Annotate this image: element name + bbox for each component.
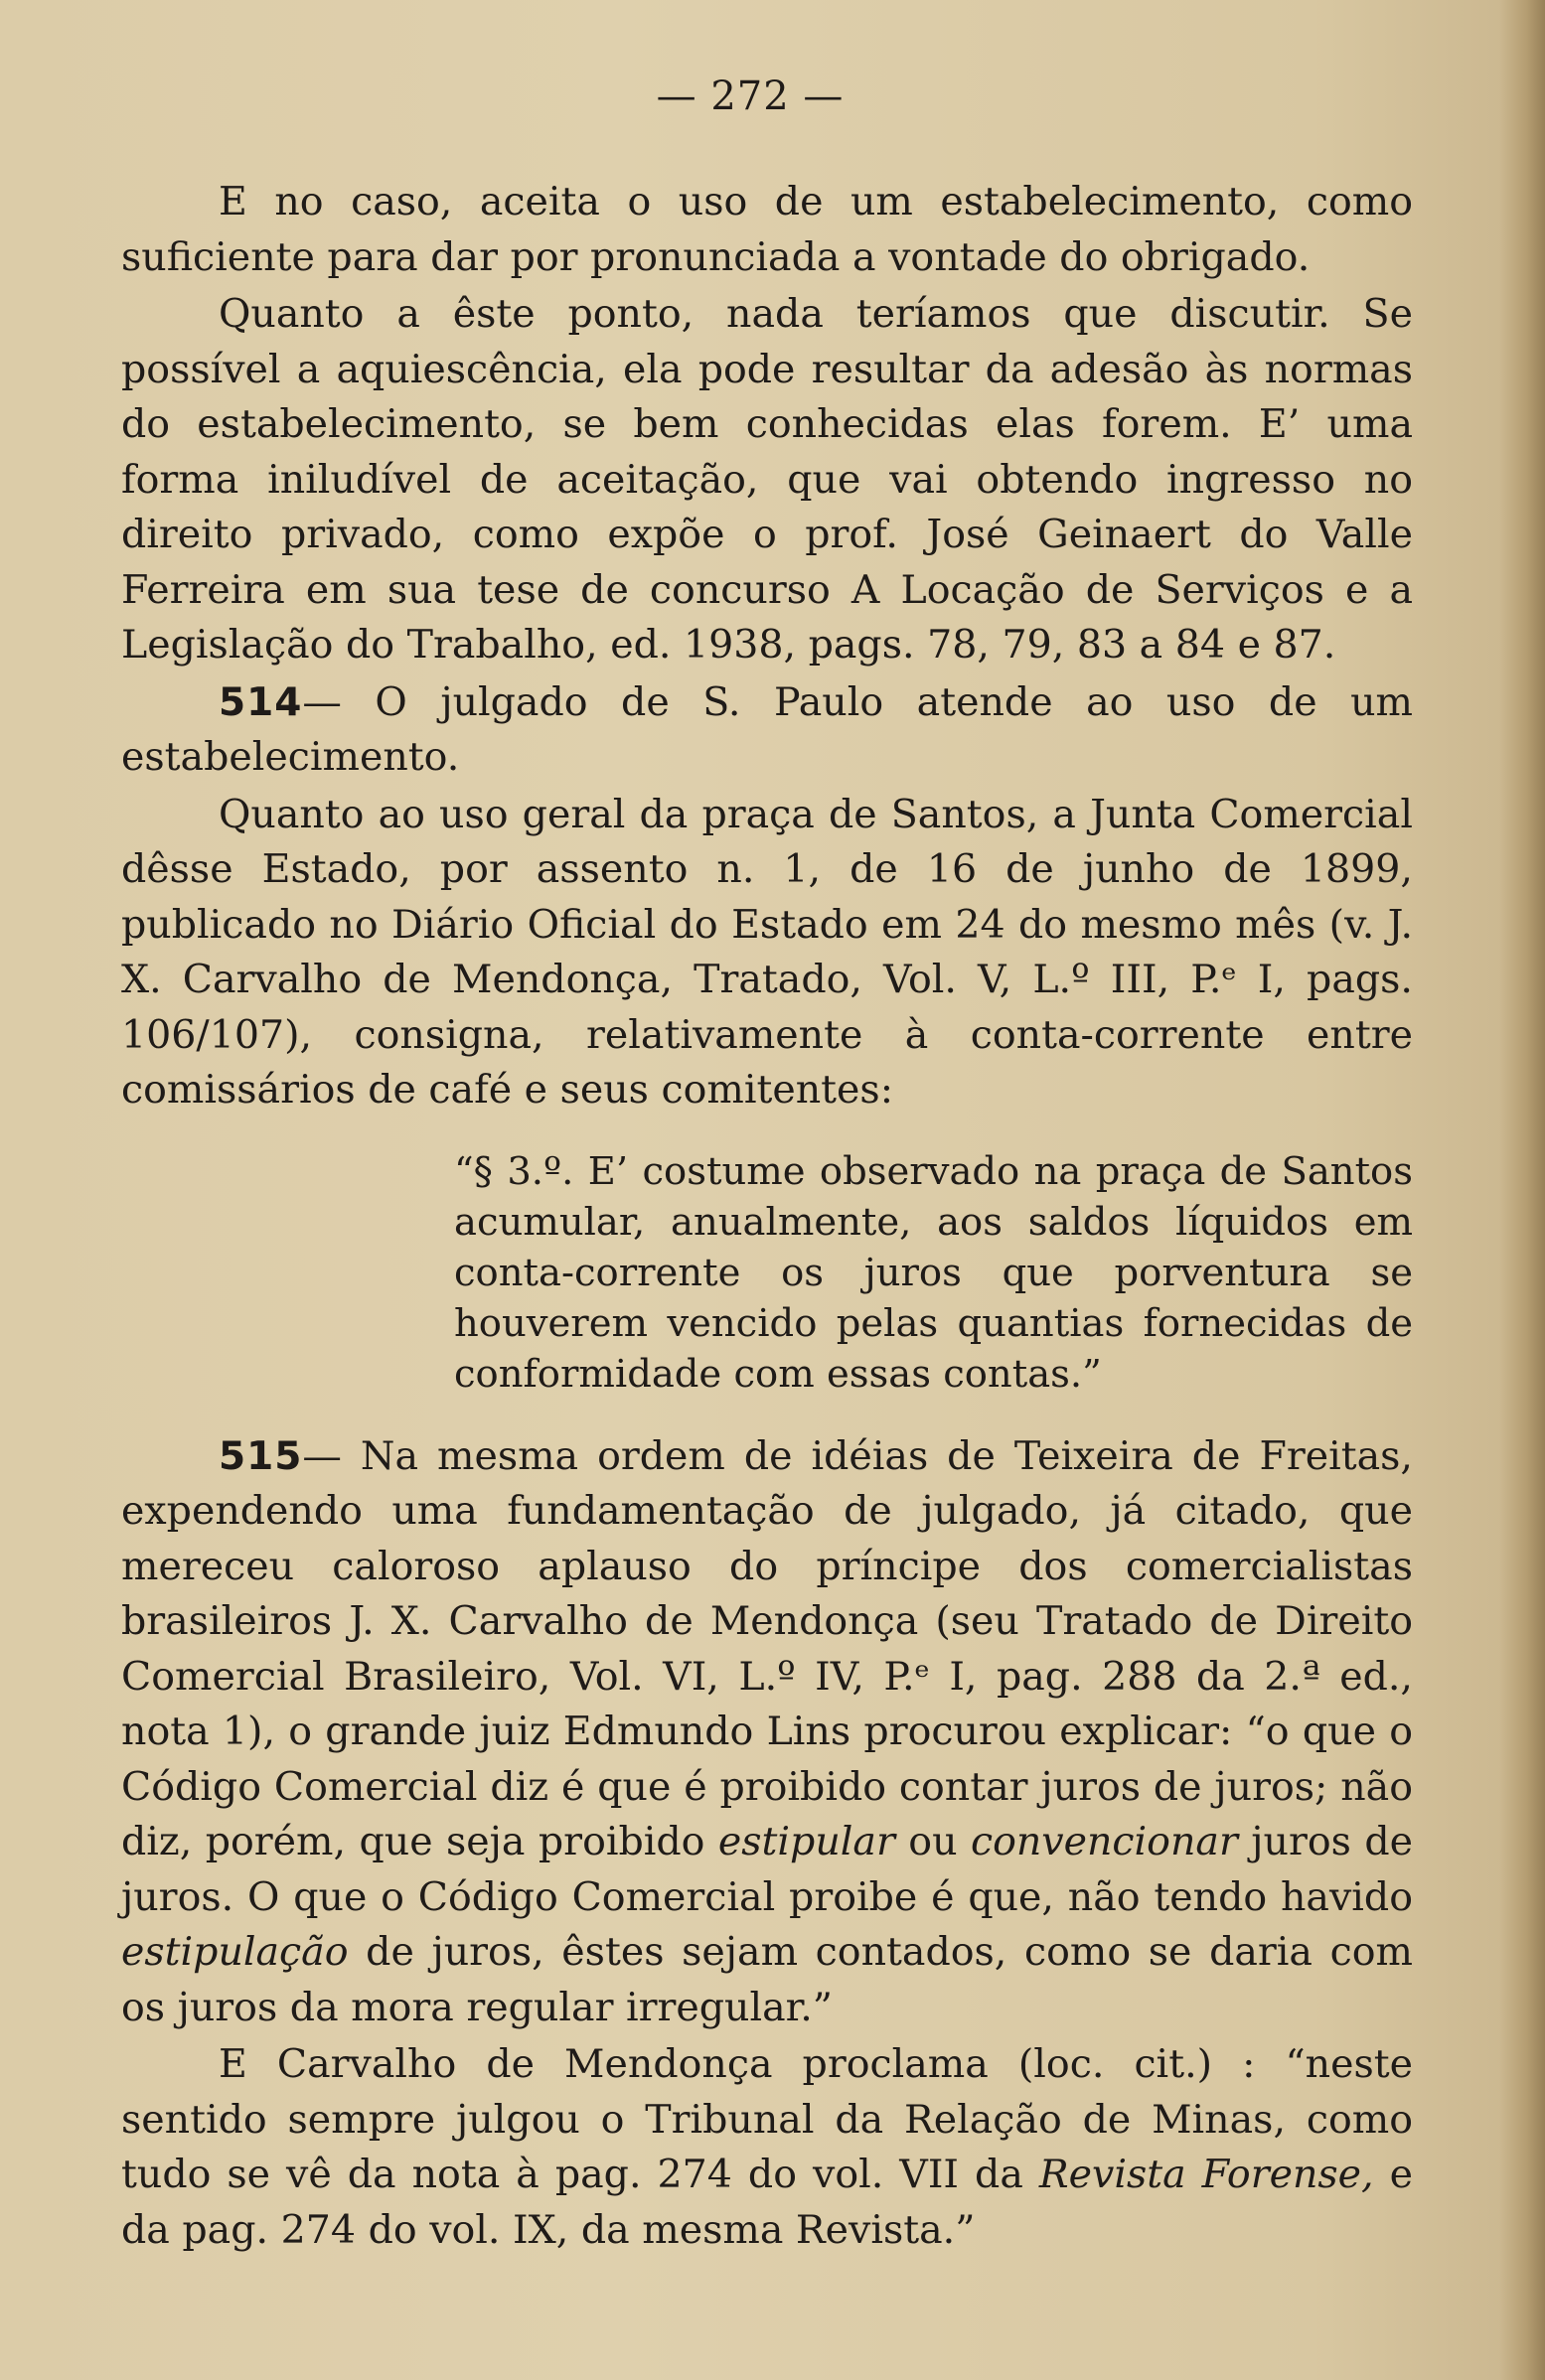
paragraph-3: Quanto ao uso geral da praça de Santos, a Junta Comercial dêsse Estado, por assento n. 1, de 16 de junho de 1899, publicado no Diário Oficial do Estado em 24 do mesmo mês (v. J. X. Carvalho de Mendonça, Tratado, Vol. V, L.º III, P.ᵉ I, pags. 106/107), consigna, relativamente à conta-corrente entre comissários de café e seus comitentes: xyxy=(121,791,1413,1113)
page-number: — 272 — xyxy=(656,74,845,119)
paragraph-1: E no caso, aceita o uso de um estabelecimento, como suficiente para dar por pronunciada a vontade do obrigado. xyxy=(121,179,1413,280)
section-514 xyxy=(121,675,1413,786)
section-515-italic-estipulacao: estipulação xyxy=(121,1929,349,1975)
section-514-number: 514 xyxy=(219,679,303,725)
section-515-italic-estipular: estipular xyxy=(717,1819,895,1864)
section-515-text-c: juros de juros. O que o Código Comercial proibe é que, não tendo havido xyxy=(121,1819,1413,1920)
paragraph-4-text-b: e da pag. 274 do vol. IX, da mesma Revista.” xyxy=(121,2152,1413,2253)
section-515-text-a: — Na mesma ordem de idéias de Teixeira de Freitas, expendendo uma fundamentação de julgado, já citado, que mereceu caloroso aplauso do príncipe dos comercialistas brasileiros J. X. Carvalho de Mendonça (seu Tratado de Direito Comercial Brasileiro, Vol. VI, L.º IV, P.ᵉ I, pag. 288 da 2.ª ed., nota 1), o grande juiz Edmundo Lins procurou explicar: “o que o Código Comercial diz é que é proibido contar juros de juros; não diz, porém, que seja proibido xyxy=(121,1432,1413,1864)
paragraph-4-italic-revista: Revista Forense, xyxy=(1038,2152,1374,2197)
paragraph-4-text-a: E Carvalho de Mendonça proclama (loc. cit.) : “neste sentido sempre julgou o Tribunal da Relação de Minas, como tudo se vê da nota à pag. 274 do vol. VII da xyxy=(121,2041,1413,2197)
section-514-text: — O julgado de S. Paulo atende ao uso de um estabelecimento. xyxy=(121,678,1413,780)
page-edge-shadow xyxy=(1499,0,1545,2380)
quoted-assento: “§ 3.º. E’ costume observado na praça de Santos acumular, anualmente, aos saldos líquidos em conta-corrente os juros que porventura se houverem vencido pelas quantias fornecidas de conformidade com essas contas.” xyxy=(454,1148,1413,1397)
section-515-text-b: ou xyxy=(894,1819,971,1864)
section-515-text-d: de juros, êstes sejam contados, como se daria com os juros da mora regular irregular.” xyxy=(121,1929,1413,2030)
section-515-number: 515 xyxy=(219,1433,303,1479)
paragraph-2: Quanto a êste ponto, nada teríamos que discutir. Se possível a aquiescência, ela pode resultar da adesão às normas do estabelecimento, se bem conhecidas elas forem. E’ uma forma iniludível de aceitação, que vai obtendo ingresso no direito privado, como expõe o prof. José Geinaert do Valle Ferreira em sua tese de concurso A Locação de Serviços e a Legislação do Trabalho, ed. 1938, pags. 78, 79, 83 a 84 e 87. xyxy=(121,291,1413,668)
page-body xyxy=(121,175,1413,2258)
section-515-italic-convencionar: convencionar xyxy=(970,1819,1238,1864)
paragraph-4 xyxy=(121,2037,1413,2258)
section-515 xyxy=(121,1429,1413,2036)
